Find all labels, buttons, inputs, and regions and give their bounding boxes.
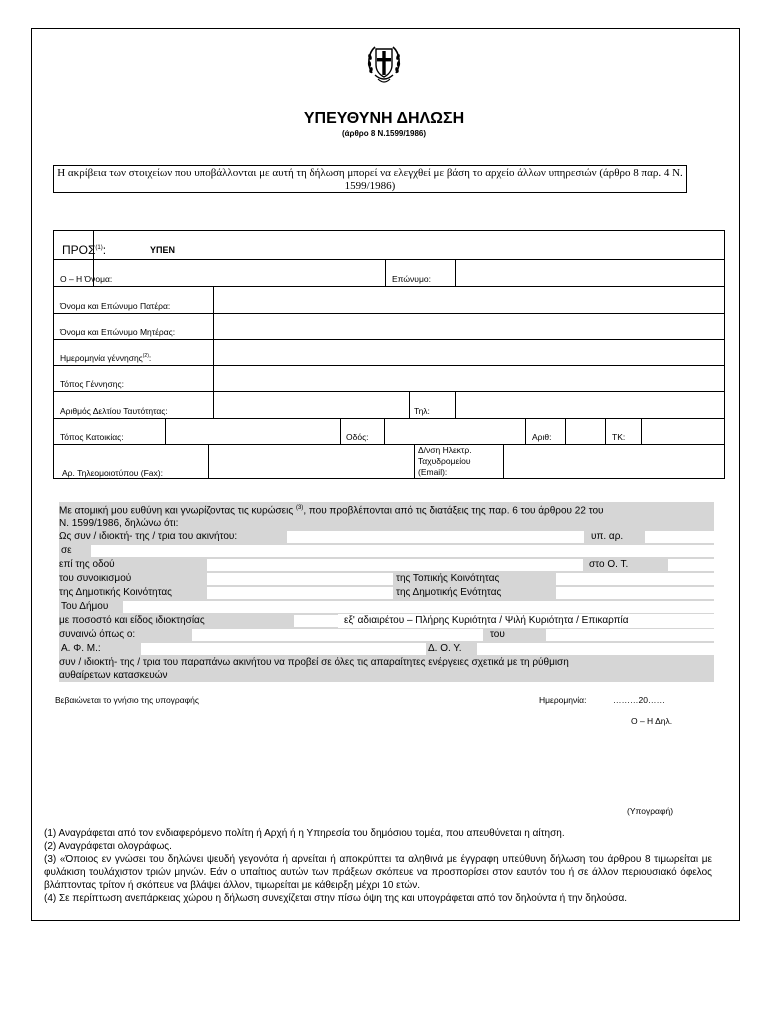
street-label: Οδός:: [346, 432, 369, 442]
declaration-intro: Με ατομική μου ευθύνη και γνωρίζοντας τις κυρώσεις $^{(3)}$, που προβλέπονται από τις διατάξεις της παρ. 6 του άρθρου 22 του Ν. 1599/1986, δηλώνω ότι:: [59, 502, 714, 530]
unit-number-field[interactable]: [645, 531, 714, 543]
verification-notice: Η ακρίβεια των στοιχείων που υποβάλλονται με αυτή τη δήλωση μπορεί να ελεγχθεί με βάση το αρχείο άλλων υπηρεσιών (άρθρο 8 παρ. 4 Ν. 1599/1986): [53, 165, 687, 193]
settlement-field[interactable]: [207, 573, 393, 585]
document-subtitle: (άρθρο 8 Ν.1599/1986): [341, 129, 427, 138]
afm-field[interactable]: [141, 643, 426, 655]
settlement-row: του συνοικισμού της Τοπικής Κοινότητας: [59, 572, 714, 586]
phone-label: Τηλ:: [414, 406, 430, 416]
footnote-1: (1) Αναγράφεται από τον ενδιαφερόμενο πολίτη ή Αρχή ή η Υπηρεσία του δημόσιου τομέα, που απευθύνεται η αίτηση.: [44, 828, 565, 839]
addressee-label: ΠΡΟΣ$^{(1)}$:: [62, 243, 107, 257]
footnotes: [44, 827, 712, 905]
ownership-type-options[interactable]: εξ' αδιαιρέτου – Πλήρης Κυριότητα / Ψιλή Κυριότητα / Επικαρπία: [338, 614, 714, 628]
street-number-label: Αριθ:: [532, 432, 552, 442]
document-title: ΥΠΕΥΘΥΝΗ ΔΗΛΩΣΗ: [303, 110, 465, 127]
declarant-label: Ο – Η Δηλ.: [631, 716, 673, 726]
tax-row: Α. Φ. Μ.: Δ. Ο. Υ.: [59, 642, 714, 656]
date-label: Ημερομηνία:: [539, 695, 587, 705]
share-field[interactable]: [294, 615, 338, 627]
father-name-label: Όνομα και Επώνυμο Πατέρα:: [60, 301, 171, 311]
municipal-row: της Δημοτικής Κοινότητας της Δημοτικής Ενότητας: [59, 586, 714, 600]
municipality-row: Του Δήμου: [59, 600, 714, 614]
mother-name-label: Όνομα και Επώνυμο Μητέρας:: [60, 327, 176, 337]
owner-field[interactable]: [287, 531, 584, 543]
consent-name-field[interactable]: [192, 629, 483, 641]
greek-coat-of-arms-icon: [366, 43, 402, 90]
addressee-value: ΥΠΕΝ: [150, 245, 176, 255]
fax-label: Αρ. Τηλεομοιοτύπου (Fax):: [62, 468, 163, 478]
postal-code-label: ΤΚ:: [612, 432, 626, 442]
street-row: επί της οδού στο Ο. Τ.: [59, 558, 714, 572]
municipal-unit-field[interactable]: [556, 587, 714, 599]
birth-place-label: Τόπος Γέννησης:: [60, 379, 124, 389]
block-field[interactable]: [668, 559, 714, 571]
footnote-2: (2) Αναγράφεται ολογράφως.: [44, 841, 172, 852]
signature-certification: Βεβαιώνεται το γνήσιο της υπογραφής: [55, 695, 200, 705]
declaration-closing: συν / ιδιοκτή- της / τρια του παραπάνω ακινήτου να προβεί σε όλες τις απαραίτητες ενέργειες σχετικά με τη ρύθμιση αυθαίρετων κατασκευών: [59, 656, 714, 682]
email-label: Δ/νση Ηλεκτρ. Ταχυδρομείου (Email):: [418, 445, 472, 477]
footnote-3: (3) «Όποιος εν γνώσει του δηλώνει ψευδή γεγονότα ή αρνείται ή αποκρύπτει τα αληθινά με έγγραφη υπεύθυνη δήλωση του άρθρου 8 τιμωρείται με φυλάκιση τουλάχιστον τριών μηνών. Εάν ο υπαίτιος αυτών των πράξεων σκόπευε να προσπορίσει στον εαυτόν του ή σε άλλον περιουσιακό όφελος βλάπτοντας τρίτον ή σκόπευε να βλάψει άλλον, τιμωρείται με κάθειρξη μέχρι 10 ετών.: [44, 854, 712, 891]
consent-father-field[interactable]: [546, 629, 714, 641]
municipal-community-field[interactable]: [207, 587, 393, 599]
municipality-field[interactable]: [123, 601, 714, 613]
signature-label: (Υπογραφή): [627, 806, 674, 816]
date-value: ………20……: [613, 695, 665, 705]
location-field[interactable]: [91, 545, 714, 557]
location-row: σε: [59, 544, 714, 558]
street-field[interactable]: [207, 559, 583, 571]
birth-date-label: Ημερομηνία γέννησης$^{(2)}$:: [60, 353, 152, 363]
doy-field[interactable]: [477, 643, 714, 655]
consent-row: συναινώ όπως ο: του: [59, 628, 714, 642]
id-card-label: Αριθμός Δελτίου Ταυτότητας:: [60, 406, 168, 416]
personal-details-form: [53, 230, 725, 479]
owner-row: Ως συν / ιδιοκτή- της / τρια του ακινήτου: υπ. αρ.: [59, 530, 714, 544]
residence-label: Τόπος Κατοικίας:: [60, 432, 124, 442]
footnote-4: (4) Σε περίπτωση ανεπάρκειας χώρου η δήλωση συνεχίζεται στην πίσω όψη της και υπογράφεται από τον δηλούντα ή την δηλούσα.: [44, 893, 628, 904]
last-name-label: Επώνυμο:: [392, 274, 431, 284]
local-community-field[interactable]: [556, 573, 714, 585]
first-name-label: Ο – Η Όνομα:: [60, 274, 113, 284]
ownership-row: με ποσοστό και είδος ιδιοκτησίας εξ' αδιαιρέτου – Πλήρης Κυριότητα / Ψιλή Κυριότητα / Επικαρπία: [59, 614, 714, 628]
